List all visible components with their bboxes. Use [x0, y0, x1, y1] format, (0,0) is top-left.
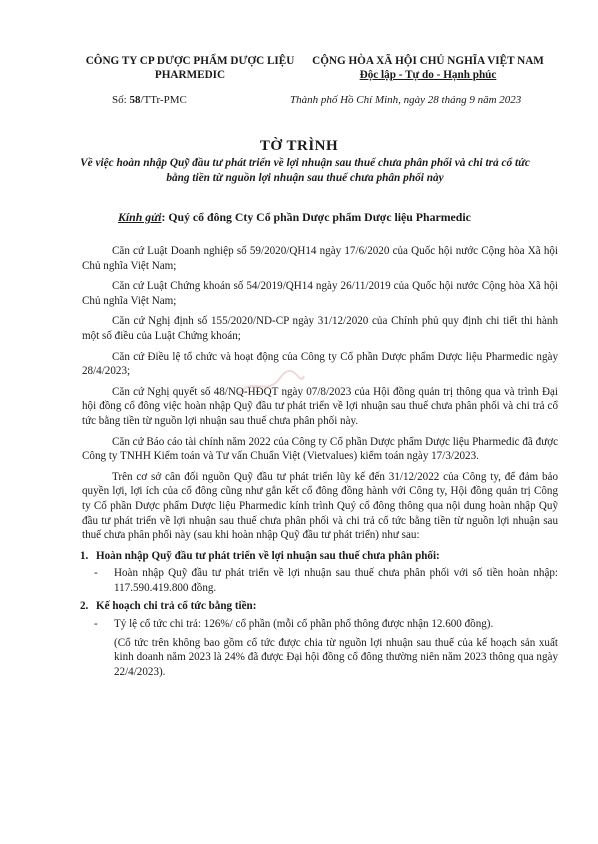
paragraph: Căn cứ Luật Chứng khoán số 54/2019/QH14 ngày 26/11/2019 của Quốc hội nước Cộng hòa Xã hội Chủ nghĩa Việt Nam; — [82, 280, 558, 307]
paragraph: Trên cơ sở cân đối nguồn Quỹ đầu tư phát triển lũy kế đến 31/12/2022 của Công ty, để đảm bảo quyền lợi, lợi ích của cổ đông cũng như gắn kết cổ đông đồng hành với Công ty, Hội đồng quản trị Công ty Cổ phần Dược phẩm Dược liệu Pharmedic kính trình Quý cổ đông thông qua nội dung hoàn nhập Quỹ đầu tư phát triển về lợi nhuận sau thuế chưa phân phối và chi trả cổ tức bằng tiền từ nguồn lợi nhuận sau thuế chưa phân phối này (sau khi hoàn nhập Quỹ đầu tư phát triển) như sau: — [82, 470, 558, 542]
document-title: TỜ TRÌNH — [259, 138, 339, 154]
company-short-name: PHARMEDIC — [154, 69, 226, 81]
paragraph: Căn cứ Nghị quyết số 48/NQ-HĐQT ngày 07/8/2023 của Hội đồng quản trị thông qua và trình Đại hội đồng cổ đông việc hoàn nhập Quỹ đầu tư phát triển về lợi nhuận sau thuế chưa phân phối và chi trả cổ tức bằng tiền từ nguồn lợi nhuận sau thuế chưa phân phối này. — [82, 385, 558, 427]
national-title: CỘNG HÒA XÃ HỘI CHỦ NGHĨA VIỆT NAM — [312, 55, 544, 67]
document-body — [82, 244, 558, 679]
recipient-label: Kính gửi — [118, 210, 162, 224]
paragraph: Căn cứ Điều lệ tổ chức và hoạt động của Công ty Cổ phần Dược phẩm Dược liệu Pharmedic ngày 28/4/2023; — [82, 350, 558, 378]
section-1-bullet: - Hoàn nhập Quỹ đầu tư phát triển về lợi nhuận sau thuế chưa phân phối với số tiền hoàn nhập: 117.590.419.800 đồng. — [94, 567, 558, 594]
document-subtitle: Về việc hoàn nhập Quỹ đầu tư phát triển về lợi nhuận sau thuế chưa phân phối và chi trả cổ tức bằng tiền từ nguồn lợi nhuận sau thuế chưa phân phối này — [80, 157, 530, 184]
paragraph: Căn cứ Luật Doanh nghiệp số 59/2020/QH14 ngày 17/6/2020 của Quốc hội nước Cộng hòa Xã hội Chủ nghĩa Việt Nam; — [82, 245, 558, 272]
paragraph: Căn cứ Nghị định số 155/2020/ND-CP ngày 31/12/2020 của Chính phủ quy định chi tiết thi hành một số điều của Luật Chứng khoán; — [82, 315, 558, 342]
section-2-note: (Cổ tức trên không bao gồm cổ tức được chia từ nguồn lợi nhuận sau thuế của kế hoạch sản xuất kinh doanh năm 2023 là 24% đã được Đại hội đồng cổ đông thường niên năm 2023 thông qua ngày 22/4/2023). — [114, 636, 558, 678]
national-motto: Độc lập - Tự do - Hạnh phúc — [359, 69, 497, 81]
company-header — [80, 54, 300, 82]
company-name: CÔNG TY CP DƯỢC PHẨM DƯỢC LIỆU — [85, 55, 295, 67]
section-2-heading: 2. Kế hoạch chi trả cổ tức bằng tiền: — [80, 600, 257, 613]
document-number: Số: 58/TTr-PMC — [112, 94, 187, 106]
recipient-line — [118, 210, 471, 225]
recipient-text: : Quý cổ đông Cty Cổ phần Dược phẩm Dược liệu Pharmedic — [161, 210, 471, 224]
dash-marker: - — [94, 567, 98, 580]
dash-marker: - — [94, 618, 98, 631]
section-2-bullet: - Tỷ lệ cổ tức chi trả: 126%/ cổ phần (mỗi cổ phần phổ thông được nhận 12.600 đồng). — [94, 618, 494, 631]
paragraph: Căn cứ Báo cáo tài chính năm 2022 của Công ty Cổ phần Dược phẩm Dược liệu Pharmedic đã được Công ty TNHH Kiểm toán và Tư vấn Chuẩn Việt (Vietvalues) kiểm toán ngày 17/3/2023. — [82, 435, 558, 463]
national-header — [288, 54, 568, 82]
section-1-heading: 1. Hoàn nhập Quỹ đầu tư phát triển về lợi nhuận sau thuế chưa phân phối: — [80, 549, 440, 562]
document-date: Thành phố Hồ Chí Minh, ngày 28 tháng 9 năm 2023 — [290, 94, 522, 106]
